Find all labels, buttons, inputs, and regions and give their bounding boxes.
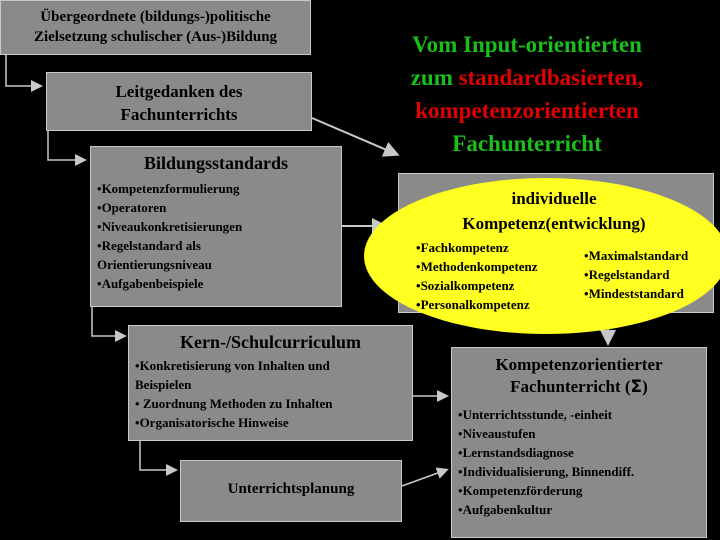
list-item: • Mindeststandard — [584, 284, 688, 303]
box-political-goals — [0, 0, 311, 55]
connector-box2-box3 — [48, 130, 84, 160]
list-item: • Operatoren — [97, 198, 335, 217]
box-competence-teaching-close: ) — [642, 377, 648, 396]
list-item: • Regelstandard — [584, 265, 688, 284]
box-lesson-planning-label: Unterrichtsplanung — [227, 481, 355, 497]
page-title-line2-a: zum — [410, 65, 459, 90]
competence-ellipse-title1: individuelle — [511, 189, 597, 208]
list-item: • Lernstandsdiagnose — [458, 443, 700, 462]
list-item: • Fachkompetenz — [416, 238, 538, 257]
list-item: • Kompetenzformulierung — [97, 179, 335, 198]
box-guiding-principles-line1: Leitgedanken des — [115, 82, 243, 101]
competence-ellipse-title — [424, 186, 684, 236]
box-educational-standards-title: Bildungsstandards — [143, 153, 289, 173]
box-competence-teaching-line1: Kompetenzorientierter — [495, 355, 663, 374]
box-political-goals-line1: Übergeordnete (bildungs-)politische — [40, 9, 271, 25]
competence-ellipse-left-list — [416, 238, 538, 314]
box-guiding-principles-line2: Fachunterrichts — [120, 105, 238, 124]
sigma-symbol: Σ — [630, 377, 643, 397]
box-competence-teaching-title — [458, 354, 700, 398]
list-item: • Organisatorische Hinweise — [135, 413, 406, 432]
list-item: • Zuordnung Methoden zu Inhalten — [135, 394, 406, 413]
arrow-box5-box6 — [402, 470, 446, 486]
list-item: • Individualisierung, Binnendiff. — [458, 462, 700, 481]
box-guiding-principles — [46, 72, 312, 131]
list-item: • Unterrichtsstunde, -einheit — [458, 405, 700, 424]
box-competence-teaching-list — [458, 405, 700, 519]
competence-ellipse — [364, 178, 720, 334]
list-item: • Methodenkompetenz — [416, 257, 538, 276]
box-core-curriculum — [128, 325, 413, 441]
list-item: • Aufgabenbeispiele — [97, 274, 335, 293]
list-item: • Aufgabenkultur — [458, 500, 700, 519]
competence-ellipse-title2: Kompetenz(entwicklung) — [462, 214, 646, 233]
page-title-line3: kompetenzorientierten — [415, 98, 639, 123]
list-item: • Niveaukonkretisierungen — [97, 217, 335, 236]
box-competence-teaching-line2 — [458, 376, 700, 398]
box-core-curriculum-title: Kern-/Schulcurriculum — [180, 332, 361, 352]
list-item: • Regelstandard als Orientierungsniveau — [97, 236, 247, 274]
page-title-line2-b: standardbasierten, — [458, 65, 644, 90]
list-item: • Niveaustufen — [458, 424, 700, 443]
competence-ellipse-right-list — [584, 246, 688, 303]
connector-box1-box2 — [6, 55, 40, 86]
box-competence-teaching — [451, 347, 707, 538]
box-core-curriculum-list — [135, 356, 406, 432]
box-educational-standards — [90, 146, 342, 307]
list-item: • Kompetenzförderung — [458, 481, 700, 500]
connector-box4-box5 — [140, 440, 175, 470]
box-lesson-planning — [180, 460, 402, 522]
page-title-line2 — [372, 61, 682, 94]
list-item: • Maximalstandard — [584, 246, 688, 265]
list-item: • Sozialkompetenz — [416, 276, 538, 295]
connector-box3-box4 — [92, 307, 124, 336]
box-educational-standards-list — [97, 179, 335, 293]
list-item: • Personalkompetenz — [416, 295, 538, 314]
page-title-line4: Fachunterricht — [452, 131, 602, 156]
page-title-line1: Vom Input-orientierten — [412, 32, 642, 57]
box-political-goals-line2: Zielsetzung schulischer (Aus-)Bildung — [33, 29, 278, 45]
list-item: • Konkretisierung von Inhalten und Beispielen — [135, 356, 385, 394]
page-title — [372, 28, 682, 160]
box-competence-teaching-line2-text: Fachunterricht ( — [510, 377, 631, 396]
